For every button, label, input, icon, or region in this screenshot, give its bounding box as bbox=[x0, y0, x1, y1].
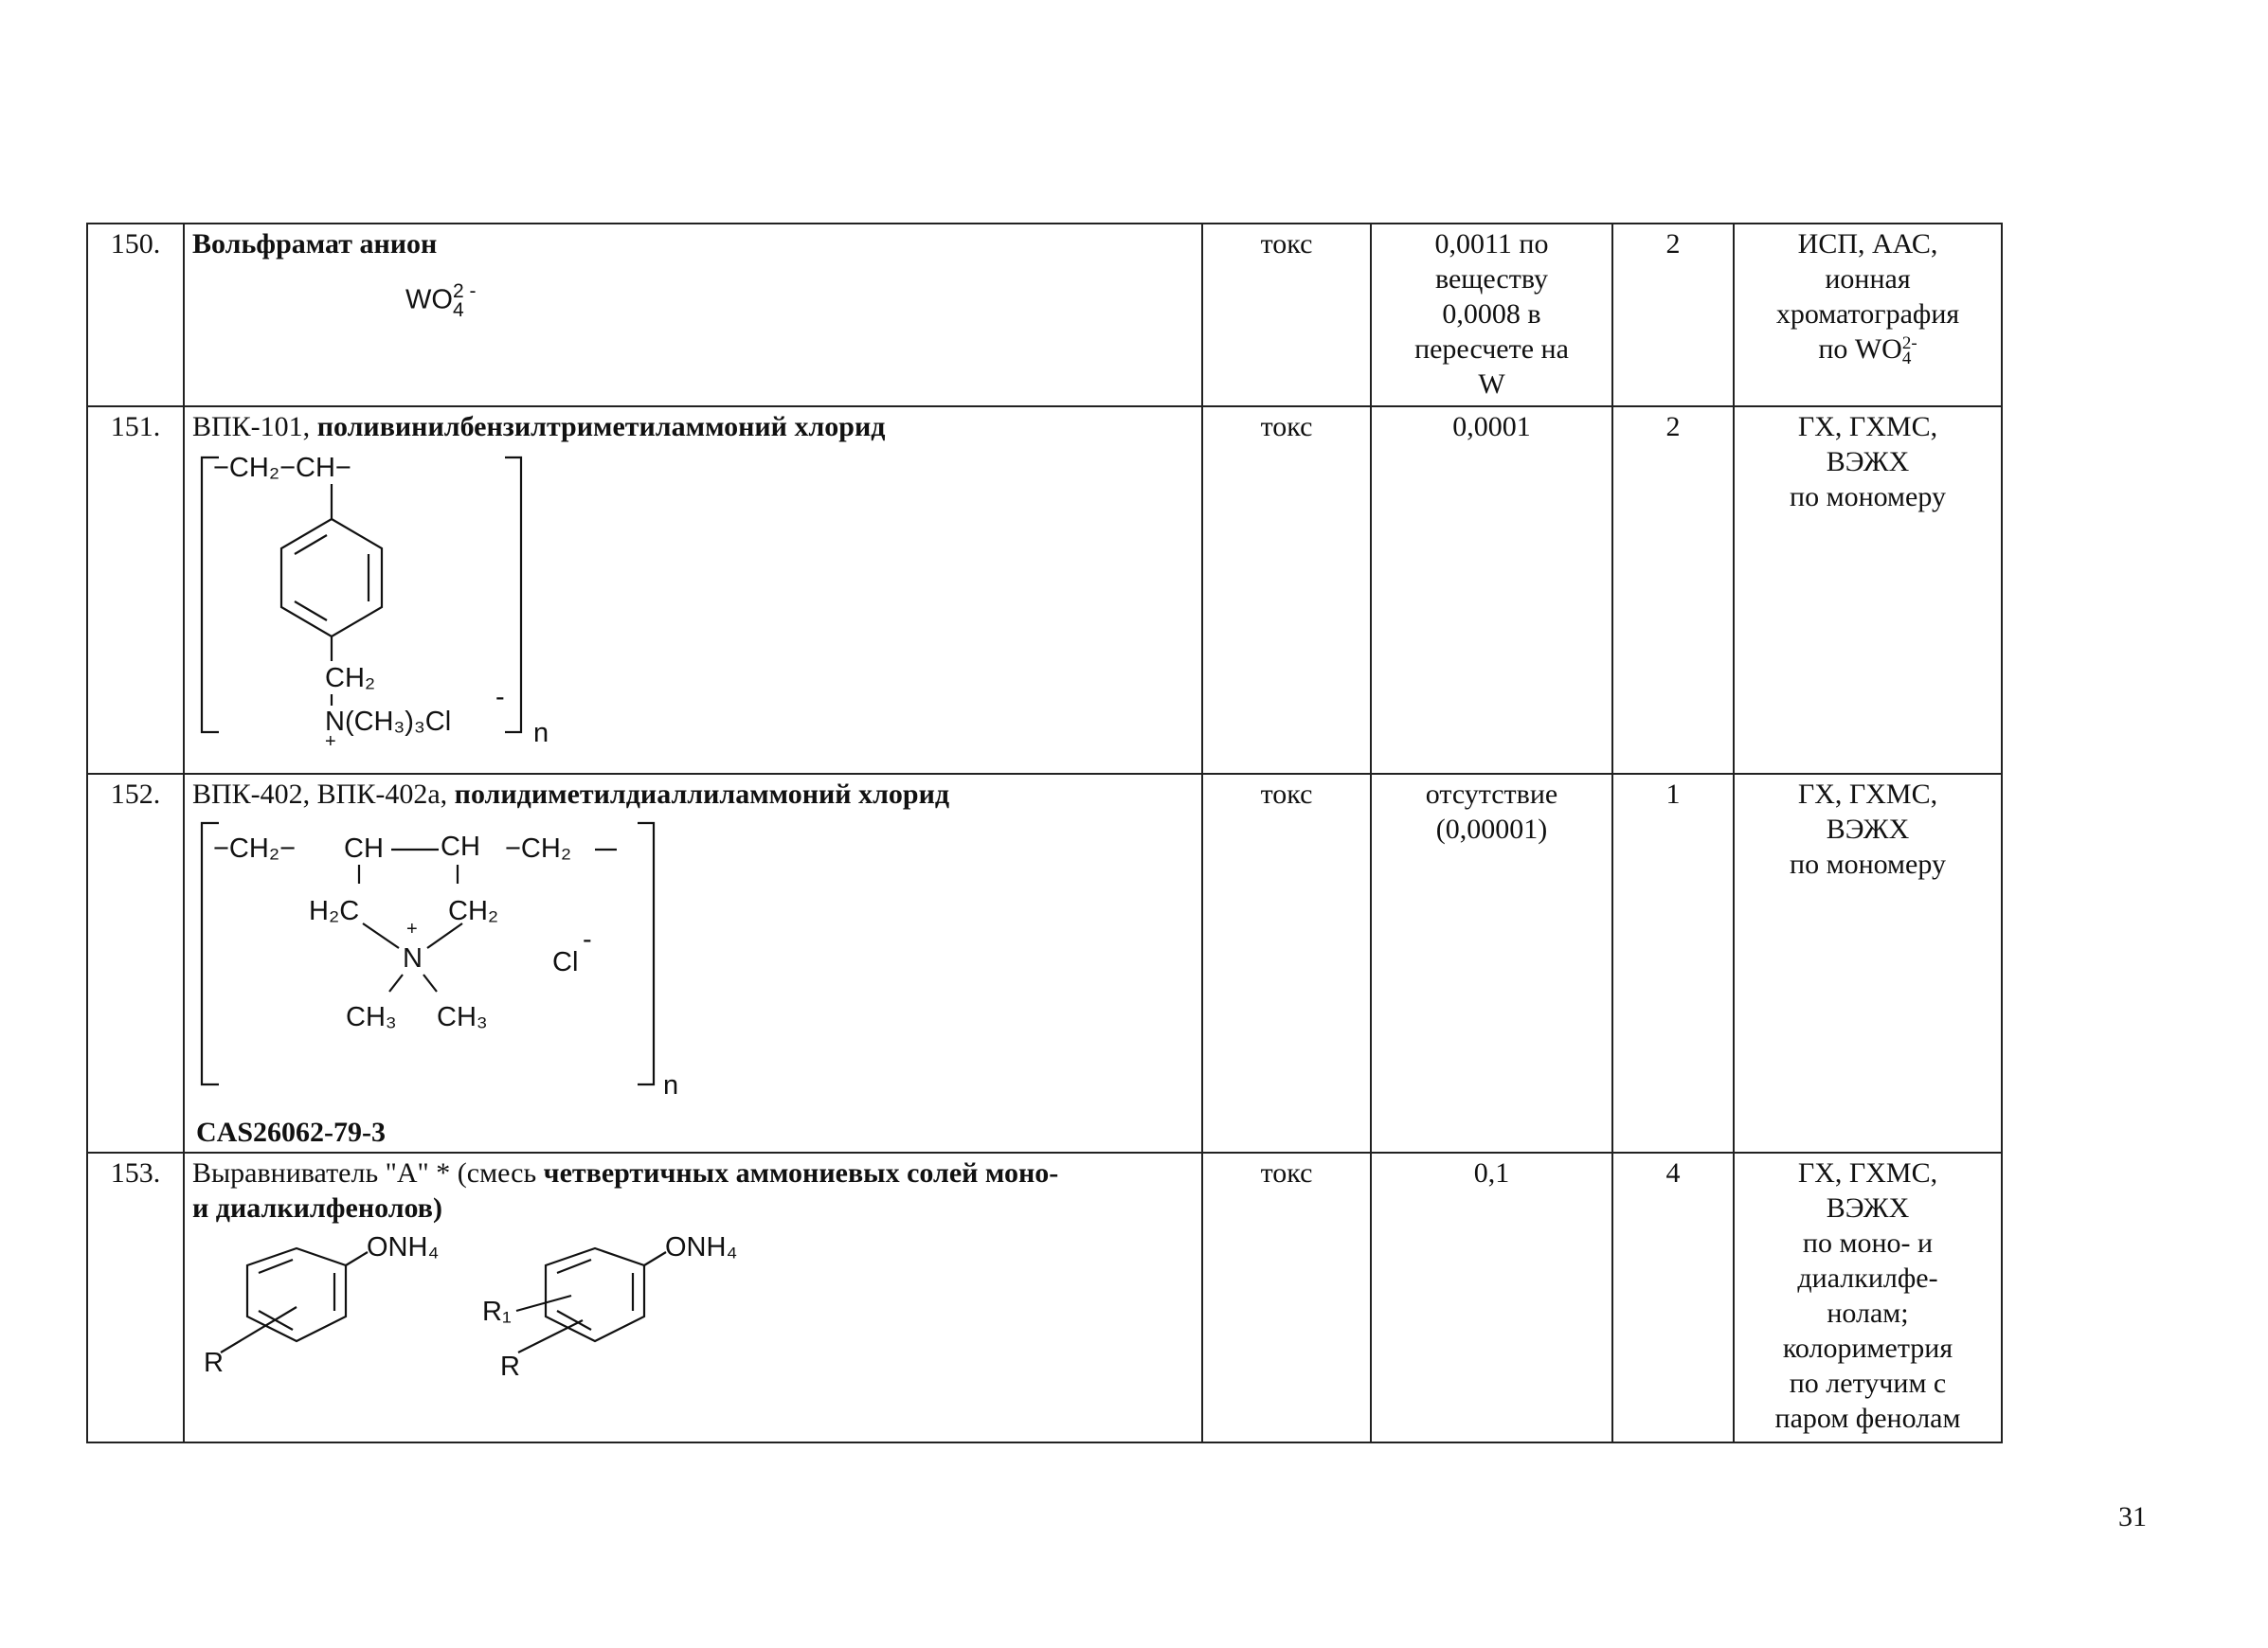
substance-code: ВПК-101, bbox=[192, 411, 311, 442]
svg-text:-: - bbox=[583, 924, 592, 955]
substance-name: полидиметилдиаллиламмоний хлорид bbox=[454, 779, 950, 810]
table-row bbox=[87, 406, 2002, 774]
svg-text:Cl: Cl bbox=[552, 947, 579, 977]
table-row bbox=[87, 224, 2002, 406]
indicator-cell: токс bbox=[1202, 224, 1371, 406]
tungstate-formula: WO 2 - 4 bbox=[405, 280, 477, 321]
substance-cell bbox=[184, 224, 1202, 406]
svg-text:CH₂: CH₂ bbox=[325, 663, 376, 693]
svg-text:+: + bbox=[325, 731, 336, 751]
substance-name: четвертичных аммониевых солей моно- bbox=[543, 1157, 1059, 1189]
concentration-cell: 0,1 bbox=[1371, 1153, 1612, 1442]
concentration-cell: 0,0001 bbox=[1371, 406, 1612, 774]
svg-text:n: n bbox=[663, 1070, 679, 1100]
svg-text:N(CH₃)₃Cl: N(CH₃)₃Cl bbox=[325, 707, 452, 737]
row-number: 151. bbox=[87, 406, 184, 774]
method-cell: ИСП, ААС, ионная хроматография по WO 2- 4 bbox=[1734, 224, 2002, 406]
hazard-class-cell: 2 bbox=[1612, 406, 1734, 774]
substances-table bbox=[86, 223, 2003, 1443]
svg-text:CH₃: CH₃ bbox=[346, 1002, 397, 1032]
svg-text:CH: CH bbox=[344, 833, 384, 864]
indicator-cell: токс bbox=[1202, 1153, 1371, 1442]
method-cell: ГХ, ГХМС, ВЭЖХ по моно- и диалкилфе- нолам; колориметрия по летучим с паром фенолам bbox=[1734, 1153, 2002, 1442]
substance-code: Выравниватель "А" * (смесь bbox=[192, 1157, 537, 1189]
table-row bbox=[87, 1153, 2002, 1442]
hazard-class-cell: 1 bbox=[1612, 774, 1734, 1153]
svg-text:−CH₂: −CH₂ bbox=[505, 833, 572, 864]
svg-text:+: + bbox=[406, 919, 418, 940]
svg-text:H₂C: H₂C bbox=[309, 896, 360, 926]
svg-text:N: N bbox=[403, 943, 423, 974]
svg-text:CH₂: CH₂ bbox=[448, 896, 499, 926]
indicator-cell: токс bbox=[1202, 406, 1371, 774]
concentration-cell: отсутствие (0,00001) bbox=[1371, 774, 1612, 1153]
svg-text:CH₃: CH₃ bbox=[437, 1002, 488, 1032]
svg-text:ONH₄: ONH₄ bbox=[665, 1232, 738, 1263]
substance-name: Вольфрамат анион bbox=[192, 228, 438, 260]
concentration-cell: 0,0011 по веществу 0,0008 в пересчете на W bbox=[1371, 224, 1612, 406]
substance-name: поливинилбензилтриметиламмоний хлорид bbox=[316, 411, 886, 442]
substance-cell bbox=[184, 1153, 1202, 1442]
polymer-structure bbox=[192, 448, 590, 751]
page-number: 31 bbox=[2118, 1501, 2147, 1532]
method-cell: ГХ, ГХМС, ВЭЖХ по мономеру bbox=[1734, 406, 2002, 774]
svg-text:−CH₂−CH−: −CH₂−CH− bbox=[213, 453, 351, 483]
substance-cell bbox=[184, 774, 1202, 1153]
method-cell: ГХ, ГХМС, ВЭЖХ по мономеру bbox=[1734, 774, 2002, 1153]
substance-code: ВПК-402, ВПК-402а, bbox=[192, 779, 448, 810]
svg-text:-: - bbox=[495, 682, 505, 712]
hazard-class-cell: 2 bbox=[1612, 224, 1734, 406]
indicator-cell: токс bbox=[1202, 774, 1371, 1153]
substance-name-cont: и диалкилфенолов) bbox=[192, 1192, 442, 1224]
hazard-class-cell: 4 bbox=[1612, 1153, 1734, 1442]
svg-text:R: R bbox=[500, 1352, 520, 1381]
cas-number: CAS26062-79-3 bbox=[196, 1117, 386, 1148]
phenolate-structures bbox=[192, 1229, 780, 1381]
svg-text:−CH₂−: −CH₂− bbox=[213, 833, 297, 864]
substance-cell bbox=[184, 406, 1202, 774]
table-row bbox=[87, 774, 2002, 1153]
svg-text:CH: CH bbox=[441, 832, 480, 862]
svg-text:n: n bbox=[533, 718, 549, 748]
row-number: 150. bbox=[87, 224, 184, 406]
svg-text:R₁: R₁ bbox=[482, 1297, 512, 1327]
polymer-structure bbox=[192, 815, 704, 1100]
row-number: 152. bbox=[87, 774, 184, 1153]
svg-text:ONH₄: ONH₄ bbox=[367, 1232, 440, 1263]
row-number: 153. bbox=[87, 1153, 184, 1442]
svg-text:R: R bbox=[204, 1348, 224, 1378]
